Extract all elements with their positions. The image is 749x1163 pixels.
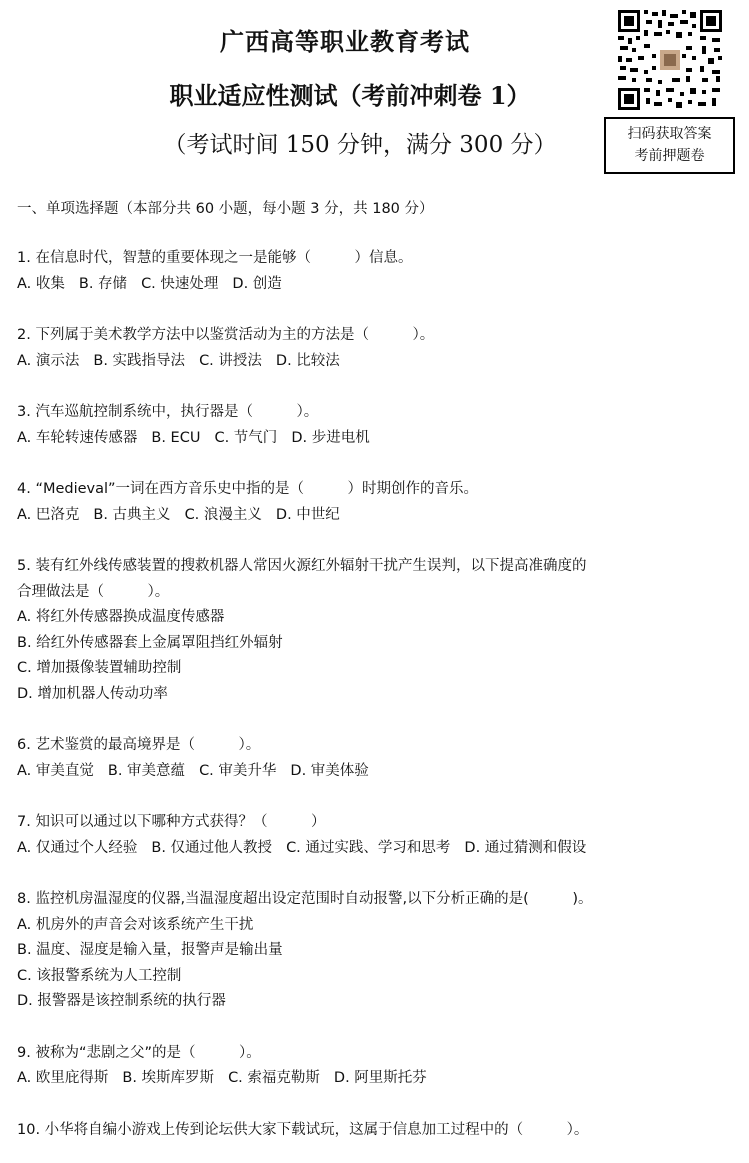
question-6 [17, 733, 732, 784]
option-row [17, 349, 732, 375]
option-d[interactable]: D. 比较法 [275, 352, 340, 369]
qr-caption-box [604, 117, 735, 174]
option-a[interactable]: A. 演示法 [17, 352, 80, 369]
option-c[interactable]: C. 增加摄像装置辅助控制 [17, 660, 182, 676]
option-a[interactable]: A. 审美直觉 [17, 762, 94, 779]
option-d[interactable]: D. 通过猜测和假设 [464, 839, 587, 856]
option-c[interactable]: C. 通过实践、学习和思考 [286, 839, 451, 856]
option-a[interactable]: A. 机房外的声音会对该系统产生干扰 [17, 916, 254, 933]
question-stem: 4. “Medieval”一词在西方音乐史中指的是（ ）时期创作的音乐。 [17, 481, 479, 497]
option-c[interactable]: C. 该报警系统为人工控制 [17, 967, 182, 984]
question-stem: 3. 汽车巡航控制系统中，执行器是（ ）。 [17, 404, 319, 420]
option-d[interactable]: D. 审美体验 [290, 762, 369, 779]
question-stem: 合理做法是（ ）。 [17, 583, 170, 600]
question-stem: 9. 被称为“悲剧之父”的是（ ）。 [17, 1044, 261, 1061]
option-c[interactable]: C. 节气门 [214, 429, 278, 446]
option-b[interactable]: B. 审美意蕴 [107, 762, 186, 779]
option-d[interactable]: D. 创造 [232, 275, 282, 292]
option-a[interactable]: A. 欧里庇得斯 [17, 1070, 109, 1086]
question-3 [17, 400, 732, 451]
option-c[interactable]: C. 浪漫主义 [184, 506, 262, 523]
option-d[interactable]: D. 报警器是该控制系统的执行器 [17, 993, 226, 1009]
question-stem: 6. 艺术鉴赏的最高境界是（ ）。 [17, 737, 261, 753]
question-8 [17, 887, 732, 1015]
option-row [17, 503, 732, 529]
option-row [17, 836, 732, 862]
option-c[interactable]: C. 审美升华 [199, 762, 277, 779]
qr-code-icon[interactable] [616, 8, 724, 112]
option-a[interactable]: A. 仅通过个人经验 [17, 839, 138, 856]
question-9 [17, 1041, 732, 1092]
question-stem: 1. 在信息时代，智慧的重要体现之一是能够（ ）信息。 [17, 250, 413, 266]
option-d[interactable]: D. 阿里斯托芬 [333, 1070, 427, 1086]
option-a[interactable]: A. 巴洛克 [17, 506, 80, 523]
question-7 [17, 810, 732, 861]
option-b[interactable]: B. ECU [151, 429, 201, 446]
question-stem: 2. 下列属于美术教学方法中以鉴赏活动为主的方法是（ ）。 [17, 327, 435, 343]
option-c[interactable]: C. 快速处理 [141, 275, 219, 292]
question-2 [17, 323, 732, 374]
option-row [17, 272, 732, 298]
option-c[interactable]: C. 讲授法 [199, 352, 262, 369]
option-d[interactable]: D. 增加机器人传动功率 [17, 685, 168, 702]
option-b[interactable]: B. 仅通过他人教授 [151, 839, 273, 856]
option-row [17, 1066, 732, 1092]
question-stem: 8. 监控机房温湿度的仪器,当温湿度超出设定范围时自动报警,以下分析正确的是( )。 [17, 891, 593, 907]
option-row [17, 759, 732, 785]
option-a[interactable]: A. 收集 [17, 275, 65, 292]
question-stem: 5. 装有红外线传感装置的搜救机器人常因火源红外辐射干扰产生误判，以下提高准确度的 [17, 558, 587, 574]
option-d[interactable]: D. 步进电机 [291, 429, 370, 446]
qr-caption-line1: 扫码获取答案 [627, 126, 712, 142]
section-heading: 一、单项选择题（本部分共 60 小题，每小题 3 分，共 180 分） [17, 201, 434, 217]
option-a[interactable]: A. 车轮转速传感器 [17, 429, 138, 446]
question-1 [17, 246, 732, 297]
option-d[interactable]: D. 中世纪 [275, 506, 340, 523]
exam-title: 广西高等职业教育考试 [220, 27, 470, 56]
option-b[interactable]: B. 实践指导法 [93, 352, 186, 369]
exam-time-info: （考试时间 150 分钟，满分 300 分） [163, 132, 557, 158]
question-stem: 10. 小华将自编小游戏上传到论坛供大家下载试玩，这属于信息加工过程中的（ ）。 [17, 1121, 589, 1138]
option-a[interactable]: A. 将红外传感器换成温度传感器 [17, 609, 225, 625]
option-b[interactable]: B. 古典主义 [93, 506, 171, 523]
question-10 [17, 1118, 732, 1144]
option-b[interactable]: B. 给红外传感器套上金属罩阻挡红外辐射 [17, 634, 283, 651]
option-b[interactable]: B. 存储 [78, 275, 128, 292]
option-c[interactable]: C. 索福克勒斯 [228, 1070, 320, 1086]
question-list [17, 246, 732, 1143]
option-b[interactable]: B. 温度、湿度是输入量，报警声是输出量 [17, 942, 283, 958]
question-5 [17, 554, 732, 707]
option-b[interactable]: B. 埃斯库罗斯 [122, 1070, 215, 1086]
question-stem: 7. 知识可以通过以下哪种方式获得？（ ） [17, 814, 326, 830]
question-4 [17, 477, 732, 528]
exam-subtitle: 职业适应性测试（考前冲刺卷 1） [169, 81, 531, 110]
option-row [17, 426, 732, 452]
qr-caption-line2: 考前押题卷 [634, 148, 705, 164]
